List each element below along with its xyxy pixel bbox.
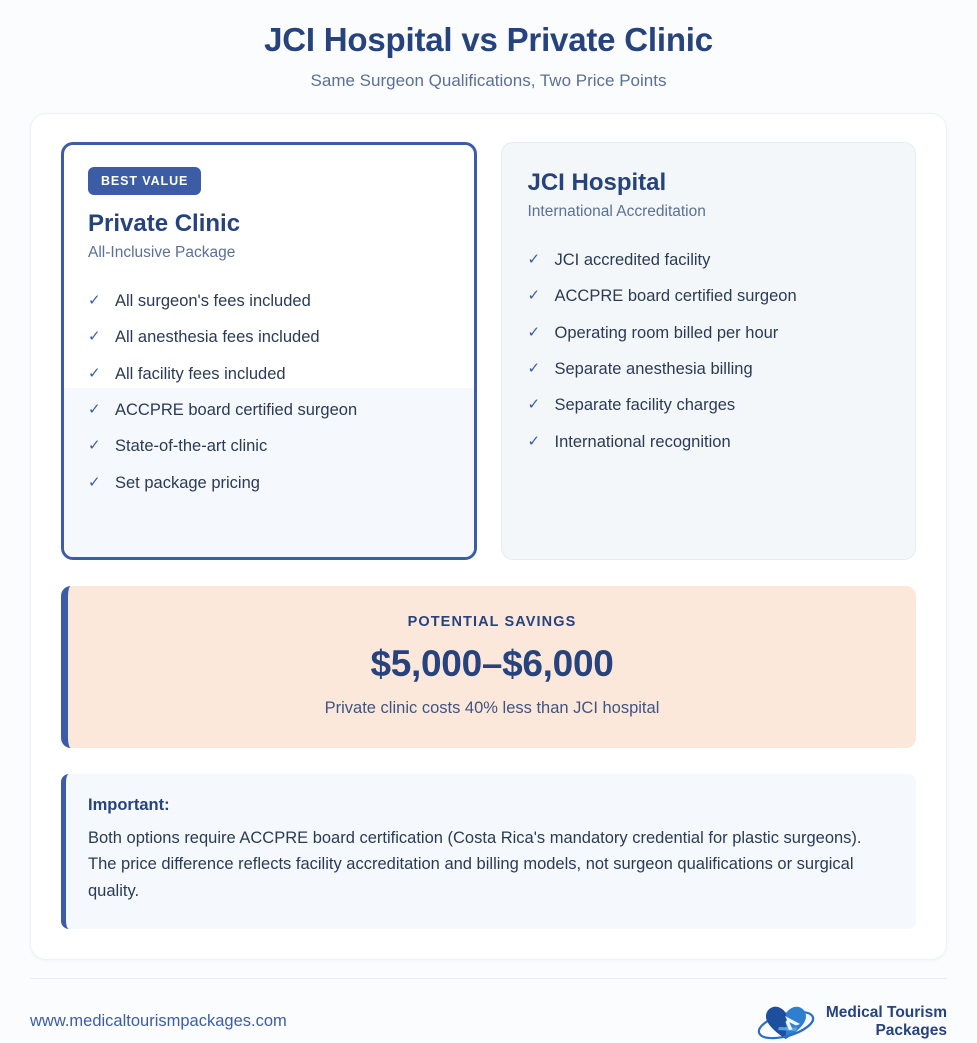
check-icon: ✓	[88, 401, 101, 418]
list-item	[88, 356, 450, 392]
check-icon: ✓	[88, 473, 101, 491]
feature-label: JCI accredited facility	[554, 250, 711, 269]
feature-label: Separate facility charges	[554, 396, 736, 415]
list-item	[528, 242, 890, 278]
important-note	[61, 774, 916, 929]
check-icon: ✓	[527, 287, 541, 305]
best-value-badge: BEST VALUE	[88, 167, 201, 195]
feature-label: International recognition	[554, 432, 731, 451]
feature-list-private-clinic	[88, 283, 450, 502]
list-item	[528, 279, 890, 315]
list-item	[88, 393, 450, 429]
heart-plane-logo-icon	[755, 1001, 817, 1043]
note-body: Both options require ACCPRE board certification (Costa Rica's mandatory credential for plastic surgeons). The price difference reflects facility accreditation and billing models, not surgeon qualifications or surgical quality.	[88, 828, 862, 901]
list-item	[88, 320, 450, 356]
list-item	[88, 283, 450, 319]
note-title: Important:	[88, 795, 170, 814]
feature-label: All surgeon's fees included	[115, 291, 311, 310]
check-icon: ✓	[527, 323, 541, 341]
check-icon: ✓	[88, 364, 101, 382]
check-icon: ✓	[527, 432, 541, 450]
list-item	[88, 429, 450, 465]
page-title: JCI Hospital vs Private Clinic	[264, 21, 713, 58]
savings-label: POTENTIAL SAVINGS	[407, 613, 577, 630]
list-item	[528, 388, 890, 424]
check-icon: ✓	[88, 291, 101, 309]
card-title-jci-hospital: JCI Hospital	[527, 168, 667, 196]
feature-label: ACCPRE board certified surgeon	[115, 401, 358, 419]
page-subtitle: Same Surgeon Qualifications, Two Price Points	[310, 70, 667, 90]
brand-line-1: Medical Tourism	[825, 1003, 947, 1021]
feature-label: Set package pricing	[115, 473, 260, 492]
feature-label: Operating room billed per hour	[554, 323, 779, 342]
feature-label: ACCPRE board certified surgeon	[554, 287, 797, 306]
card-title-private-clinic: Private Clinic	[88, 209, 241, 237]
comparison-cards	[61, 142, 916, 560]
list-item	[528, 424, 890, 460]
list-item	[528, 352, 890, 388]
content-container	[30, 113, 947, 960]
check-icon: ✓	[527, 360, 541, 377]
footer-website-url[interactable]: www.medicaltourismpackages.com	[30, 1012, 287, 1031]
footer	[30, 978, 947, 1043]
savings-amount: $5,000–$6,000	[370, 642, 614, 684]
brand-logo	[755, 1001, 947, 1043]
check-icon: ✓	[88, 328, 101, 346]
card-jci-hospital	[501, 142, 917, 560]
check-icon: ✓	[88, 437, 101, 455]
feature-label: State-of-the-art clinic	[115, 437, 268, 456]
check-icon: ✓	[527, 250, 541, 268]
card-subtitle-jci-hospital: International Accreditation	[527, 203, 706, 221]
feature-label: All facility fees included	[115, 364, 286, 383]
savings-note: Private clinic costs 40% less than JCI hospital	[324, 698, 660, 717]
card-private-clinic	[61, 142, 477, 560]
brand-name	[826, 1004, 947, 1040]
card-subtitle-private-clinic: All-Inclusive Package	[88, 244, 236, 262]
header	[0, 0, 977, 91]
potential-savings-banner	[61, 586, 916, 748]
feature-list-jci-hospital	[528, 242, 890, 461]
list-item	[528, 315, 890, 351]
feature-label: Separate anesthesia billing	[554, 360, 753, 378]
brand-line-2: Packages	[875, 1021, 947, 1039]
list-item	[88, 465, 450, 501]
feature-label: All anesthesia fees included	[115, 328, 320, 347]
check-icon: ✓	[527, 396, 541, 414]
